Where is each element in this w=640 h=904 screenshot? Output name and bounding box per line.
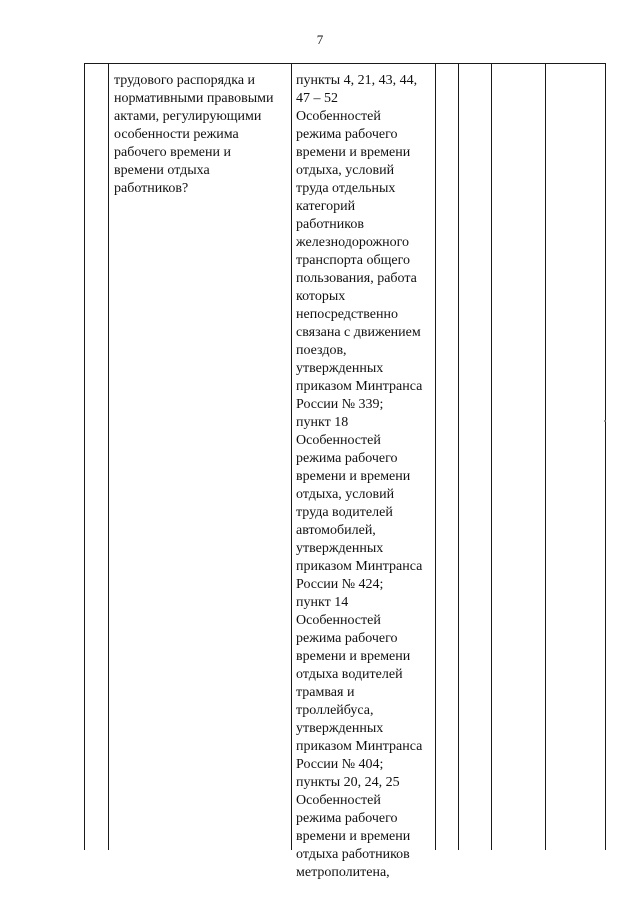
column-divider-answer-na <box>545 64 546 850</box>
legal-references-cell: пункты 4, 21, 43, 44, 47 – 52 Особенностей режима рабочего времени и времени отдыха, условий труда отдельных категорий работников железнодорожного транспорта общего пользования, работа которых непосредственно связана с движением поездов, утвержденных приказом Минтранса России № 339; пункт 18 Особенностей режима рабочего времени и времени отдыха, условий труда водителей автомобилей, утвержденных приказом Минтранса России № 424; пункт 14 Особенностей режима рабочего времени и времени отдыха водителей трамвая и троллейбуса, утвержденных приказом Минтранса России № 404; пункты 20, 24, 25 Особенностей режима рабочего времени и времени отдыха работников метрополитена, <box>296 73 423 880</box>
column-divider-number <box>108 64 109 850</box>
scan-speck <box>604 420 606 422</box>
question-cell: трудового распорядка и нормативными правовыми актами, регулирующими особенности режима рабочего времени и времени отдыха работников? <box>114 73 274 196</box>
checklist-table <box>84 63 606 880</box>
page-number: 7 <box>316 32 324 47</box>
column-divider-answer-yes <box>458 64 459 850</box>
column-divider-answer-no <box>491 64 492 850</box>
